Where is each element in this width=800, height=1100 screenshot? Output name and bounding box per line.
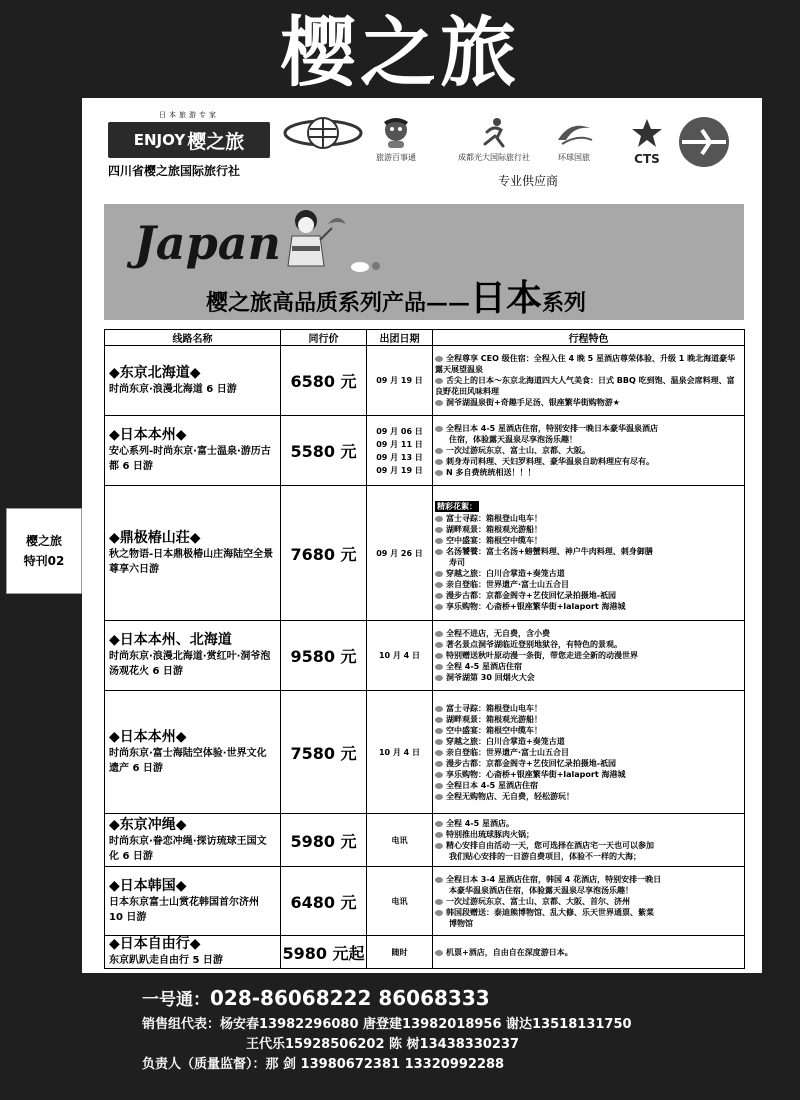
feature-line: 全程不进店，无自费，含小费 bbox=[435, 628, 742, 639]
feature-line: 穿越之旅：白川合掌造+奏笼古道 bbox=[435, 568, 742, 579]
departure-date: 09 月 26 日 bbox=[376, 548, 423, 558]
features-cell bbox=[433, 936, 745, 969]
route-name: ◆日本韩国◆ bbox=[109, 877, 187, 894]
feature-line: 漫步古都：京都金阁寺+艺伎回忆录拍摄地-祇园 bbox=[435, 590, 742, 601]
header-route: 线路名称 bbox=[105, 330, 281, 346]
brand-title: 樱之旅 bbox=[280, 8, 520, 97]
route-name: ◆日本本州◆ bbox=[109, 427, 187, 443]
table-row bbox=[105, 936, 745, 969]
route-cell bbox=[105, 486, 281, 621]
route-name: ◆日本自由行◆ bbox=[109, 936, 201, 952]
feature-line: 刺身寿司料理、天妇罗料理、豪华温泉自助料理应有尽有。 bbox=[435, 456, 742, 467]
features-cell bbox=[433, 486, 745, 621]
features-cell bbox=[433, 691, 745, 814]
feature-line: 富士寻踪：箱根登山电车！ bbox=[435, 513, 742, 524]
side-tab-line1: 樱之旅 bbox=[25, 534, 62, 548]
feature-line: 全程日本 4-5 星酒店住宿 bbox=[435, 780, 742, 791]
route-cell bbox=[105, 814, 281, 867]
features-cell bbox=[433, 867, 745, 936]
agency-logo bbox=[108, 122, 270, 158]
feature-line: 全程日本 4-5 星酒店住宿，特别安排一晚日本豪华温泉酒店 bbox=[435, 423, 742, 434]
feature-line: 湖畔观景：箱根观光游船！ bbox=[435, 524, 742, 535]
departure-date: 10 月 4 日 bbox=[378, 651, 421, 660]
table-row bbox=[105, 486, 745, 621]
feature-line: 享乐购物：心斋桥+银座繁华街+lalaport 海港城 bbox=[435, 769, 742, 780]
price-cell: 6480 元 bbox=[281, 867, 367, 936]
date-cell bbox=[367, 691, 433, 814]
feature-line: 空中盛宴：箱根空中缆车！ bbox=[435, 535, 742, 546]
banner-series-suffix: 系列 bbox=[542, 290, 587, 316]
banner-series-title bbox=[206, 270, 586, 320]
feature-line: 穿越之旅：白川合掌造+奏笼古道 bbox=[435, 736, 742, 747]
route-desc: 日本东京富士山赏花韩国首尔济州 10 日游 bbox=[109, 896, 259, 923]
header-features: 行程特色 bbox=[433, 330, 745, 346]
star-logo-label: CTS bbox=[634, 152, 660, 166]
japan-banner bbox=[104, 204, 744, 320]
price-cell: 5980 元起 bbox=[281, 936, 367, 969]
price-cell: 6580 元 bbox=[281, 346, 367, 416]
agency-block bbox=[108, 110, 270, 179]
agency-tagline: 日本旅游专家 bbox=[159, 111, 219, 119]
price-cell: 7680 元 bbox=[281, 486, 367, 621]
feature-line: 著名景点洞爷湖临近登别地狱谷，有特色的景观。 bbox=[435, 639, 742, 650]
route-cell bbox=[105, 416, 281, 486]
feature-line: 洞爷湖第 30 回烟火大会 bbox=[435, 672, 742, 683]
swirl-logo bbox=[552, 116, 596, 163]
contact-footer bbox=[142, 983, 632, 1075]
agency-logo-name: 樱之旅 bbox=[187, 130, 245, 153]
departure-date: 随时 bbox=[391, 947, 408, 957]
hotline-label: 一号通： bbox=[142, 990, 210, 1010]
table-row bbox=[105, 691, 745, 814]
sales-line-2: 王代乐15928506202 陈 树13438330237 bbox=[246, 1037, 520, 1052]
feature-line: 全程 4-5 星酒店。 bbox=[435, 818, 742, 829]
route-desc: 时尚东京·富士海陆空体验·世界文化遗产 6 日游 bbox=[109, 747, 267, 774]
table-row bbox=[105, 867, 745, 936]
feature-line: 全程 4-5 星酒店住宿 bbox=[435, 661, 742, 672]
feature-line: 湖畔观景：箱根观光游船！ bbox=[435, 714, 742, 725]
route-desc: 时尚东京·眷恋冲绳·探访琉球王国文化 6 日游 bbox=[109, 835, 267, 862]
feature-line: 全程尊享 CEO 级住宿：全程入住 4 晚 5 星酒店尊荣体验、升级 1 晚北海道豪华露天展望温泉 bbox=[435, 353, 742, 375]
header-date: 出团日期 bbox=[367, 330, 433, 346]
route-name: ◆日本本州◆ bbox=[109, 728, 187, 745]
date-cell bbox=[367, 867, 433, 936]
flyer-page bbox=[82, 98, 762, 973]
feature-line: 住宿，体验露天温泉尽享泡汤乐趣！ bbox=[449, 435, 577, 444]
table-row bbox=[105, 346, 745, 416]
date-cell bbox=[367, 621, 433, 691]
route-desc: 东京趴趴走自由行 5 日游 bbox=[109, 955, 223, 966]
departure-date: 09 月 11 日 bbox=[376, 439, 423, 449]
features-cell bbox=[433, 814, 745, 867]
table-row bbox=[105, 416, 745, 486]
features-cell bbox=[433, 346, 745, 416]
departure-date: 10 月 4 日 bbox=[378, 747, 421, 757]
price-cell: 9580 元 bbox=[281, 621, 367, 691]
feature-line: 全程无购物店、无自费，轻松游玩！ bbox=[435, 791, 742, 802]
feature-line: 名汤饕餮：富士名汤+螃蟹料理、神户牛肉料理、刺身御膳 bbox=[435, 546, 742, 557]
feature-line: 特别推出琉球豚肉火锅； bbox=[435, 829, 742, 840]
feature-line: 空中盛宴：箱根空中缆车！ bbox=[435, 725, 742, 736]
feature-line: 享乐购物：心斋桥+银座繁华街+lalaport 海港城 bbox=[435, 601, 742, 612]
feature-line: 韩国段赠送：泰迪熊博物馆、乱大修、乐天世界通票、紫菜 bbox=[435, 907, 742, 918]
departure-date: 09 月 06 日 bbox=[376, 426, 423, 436]
route-desc: 安心系列-时尚东京·富士温泉·游历古都 6 日游 bbox=[109, 446, 271, 472]
runner-logo-label: 成都光大国际旅行社 bbox=[458, 153, 530, 162]
banner-word: Japan bbox=[134, 216, 281, 270]
route-name: ◆鼎极椿山荘◆ bbox=[109, 529, 201, 546]
feature-line: 特别赠送秋叶原动漫一条街，带您走进全新的动漫世界 bbox=[435, 650, 742, 661]
hotline-line bbox=[142, 983, 632, 1015]
feature-line: 一次过游玩东京、富士山、京都、大阪、首尔、济州 bbox=[435, 896, 742, 907]
star-logo bbox=[630, 116, 664, 166]
price-cell: 5580 元 bbox=[281, 416, 367, 486]
feature-line: 亲自登临：世界遗产·富士山五合目 bbox=[435, 579, 742, 590]
route-cell bbox=[105, 936, 281, 969]
feature-line: 寿司 bbox=[449, 558, 465, 567]
features-cell bbox=[433, 416, 745, 486]
table-row bbox=[105, 814, 745, 867]
price-cell: 5980 元 bbox=[281, 814, 367, 867]
feature-line: 一次过游玩东京、富士山、京都、大阪。 bbox=[435, 445, 742, 456]
hotline-numbers: 028-86068222 86068333 bbox=[210, 986, 490, 1010]
feature-line: 漫步古都：京都金阁寺+艺伎回忆录拍摄地-祇园 bbox=[435, 758, 742, 769]
departure-date: 电讯 bbox=[391, 835, 408, 845]
route-table bbox=[104, 329, 745, 969]
agency-logo-prefix: ENJOY bbox=[133, 131, 186, 149]
date-cell bbox=[367, 814, 433, 867]
issue-side-tab bbox=[6, 508, 82, 594]
agency-name: 四川省樱之旅国际旅行社 bbox=[108, 164, 241, 178]
supplier-caption: 专业供应商 bbox=[498, 174, 559, 188]
table-row bbox=[105, 621, 745, 691]
highlight-label: 精彩花絮： bbox=[437, 502, 477, 511]
route-cell bbox=[105, 867, 281, 936]
route-desc: 时尚东京·浪漫北海道·赏红叶·洞爷泡汤观花火 6 日游 bbox=[109, 651, 271, 677]
price-cell: 7580 元 bbox=[281, 691, 367, 814]
feature-line: 机票+酒店，自由自在深度游日本。 bbox=[435, 947, 742, 958]
features-cell bbox=[433, 621, 745, 691]
departure-date: 09 月 19 日 bbox=[376, 465, 423, 475]
mascot-logo bbox=[376, 116, 416, 163]
sales-line-1: 销售组代表：杨安春13982296080 唐登建13982018956 谢达13518131750 bbox=[142, 1017, 632, 1032]
date-cell bbox=[367, 486, 433, 621]
feature-line: N 多自费统统相送！！！ bbox=[435, 467, 742, 478]
route-table-body bbox=[105, 346, 745, 969]
mascot-logo-label: 旅游百事通 bbox=[376, 153, 416, 162]
departure-date: 09 月 13 日 bbox=[376, 452, 423, 462]
swirl-logo-label: 环球国旅 bbox=[558, 153, 590, 162]
feature-line: 全程日本 3-4 星酒店住宿，韩国 4 花酒店，特别安排一晚日 bbox=[435, 874, 742, 885]
route-cell bbox=[105, 346, 281, 416]
banner-series-prefix: 樱之旅高品质系列产品—— bbox=[206, 290, 471, 316]
kimono-doll-icon bbox=[280, 208, 350, 278]
feature-line: 精心安排自由活动一天，您可选择在酒店宅一天也可以参加 bbox=[435, 840, 742, 851]
feature-line: 本豪华温泉酒店住宿，体验露天温泉尽享泡汤乐趣！ bbox=[449, 885, 633, 895]
manager-line: 负责人（质量监督）：那 剑 13980672381 13320992288 bbox=[142, 1057, 505, 1072]
route-name: ◆东京北海道◆ bbox=[109, 364, 201, 381]
feature-line: 舌尖上的日本～东京北海道四大人气美食：日式 BBQ 吃到饱、温泉会席料理、富良野花田风味料理 bbox=[435, 375, 742, 397]
date-cell bbox=[367, 936, 433, 969]
feature-line: 我们贴心安排的一日游自费项目，体验不一样的大海； bbox=[449, 852, 641, 861]
departure-date: 电讯 bbox=[391, 896, 408, 906]
globe-wing-logo bbox=[282, 116, 364, 150]
plane-logo bbox=[678, 116, 730, 168]
date-cell bbox=[367, 416, 433, 486]
runner-logo bbox=[458, 116, 530, 163]
departure-date: 09 月 19 日 bbox=[376, 376, 423, 385]
table-header-row bbox=[105, 330, 745, 346]
route-desc: 秋之物语-日本鼎极椿山庄海陆空全景尊享六日游 bbox=[109, 548, 274, 575]
route-name: ◆东京冲绳◆ bbox=[109, 816, 187, 833]
header-price: 同行价 bbox=[281, 330, 367, 346]
feature-line: 博物馆 bbox=[449, 918, 473, 928]
route-name: ◆日本本州、北海道 bbox=[109, 632, 232, 648]
route-cell bbox=[105, 621, 281, 691]
feature-line: 富士寻踪：箱根登山电车！ bbox=[435, 703, 742, 714]
route-desc: 时尚东京·浪漫北海道 6 日游 bbox=[109, 383, 237, 395]
side-tab-line2: 特刊02 bbox=[23, 554, 65, 568]
route-cell bbox=[105, 691, 281, 814]
supplier-logos bbox=[282, 116, 752, 168]
date-cell bbox=[367, 346, 433, 416]
feature-line: 亲自登临：世界遗产·富士山五合目 bbox=[435, 747, 742, 758]
banner-series-big: 日本 bbox=[470, 277, 543, 319]
feature-line: 洞爷湖温泉街+奇趣手足汤、银座繁华街购物游★ bbox=[435, 397, 742, 408]
